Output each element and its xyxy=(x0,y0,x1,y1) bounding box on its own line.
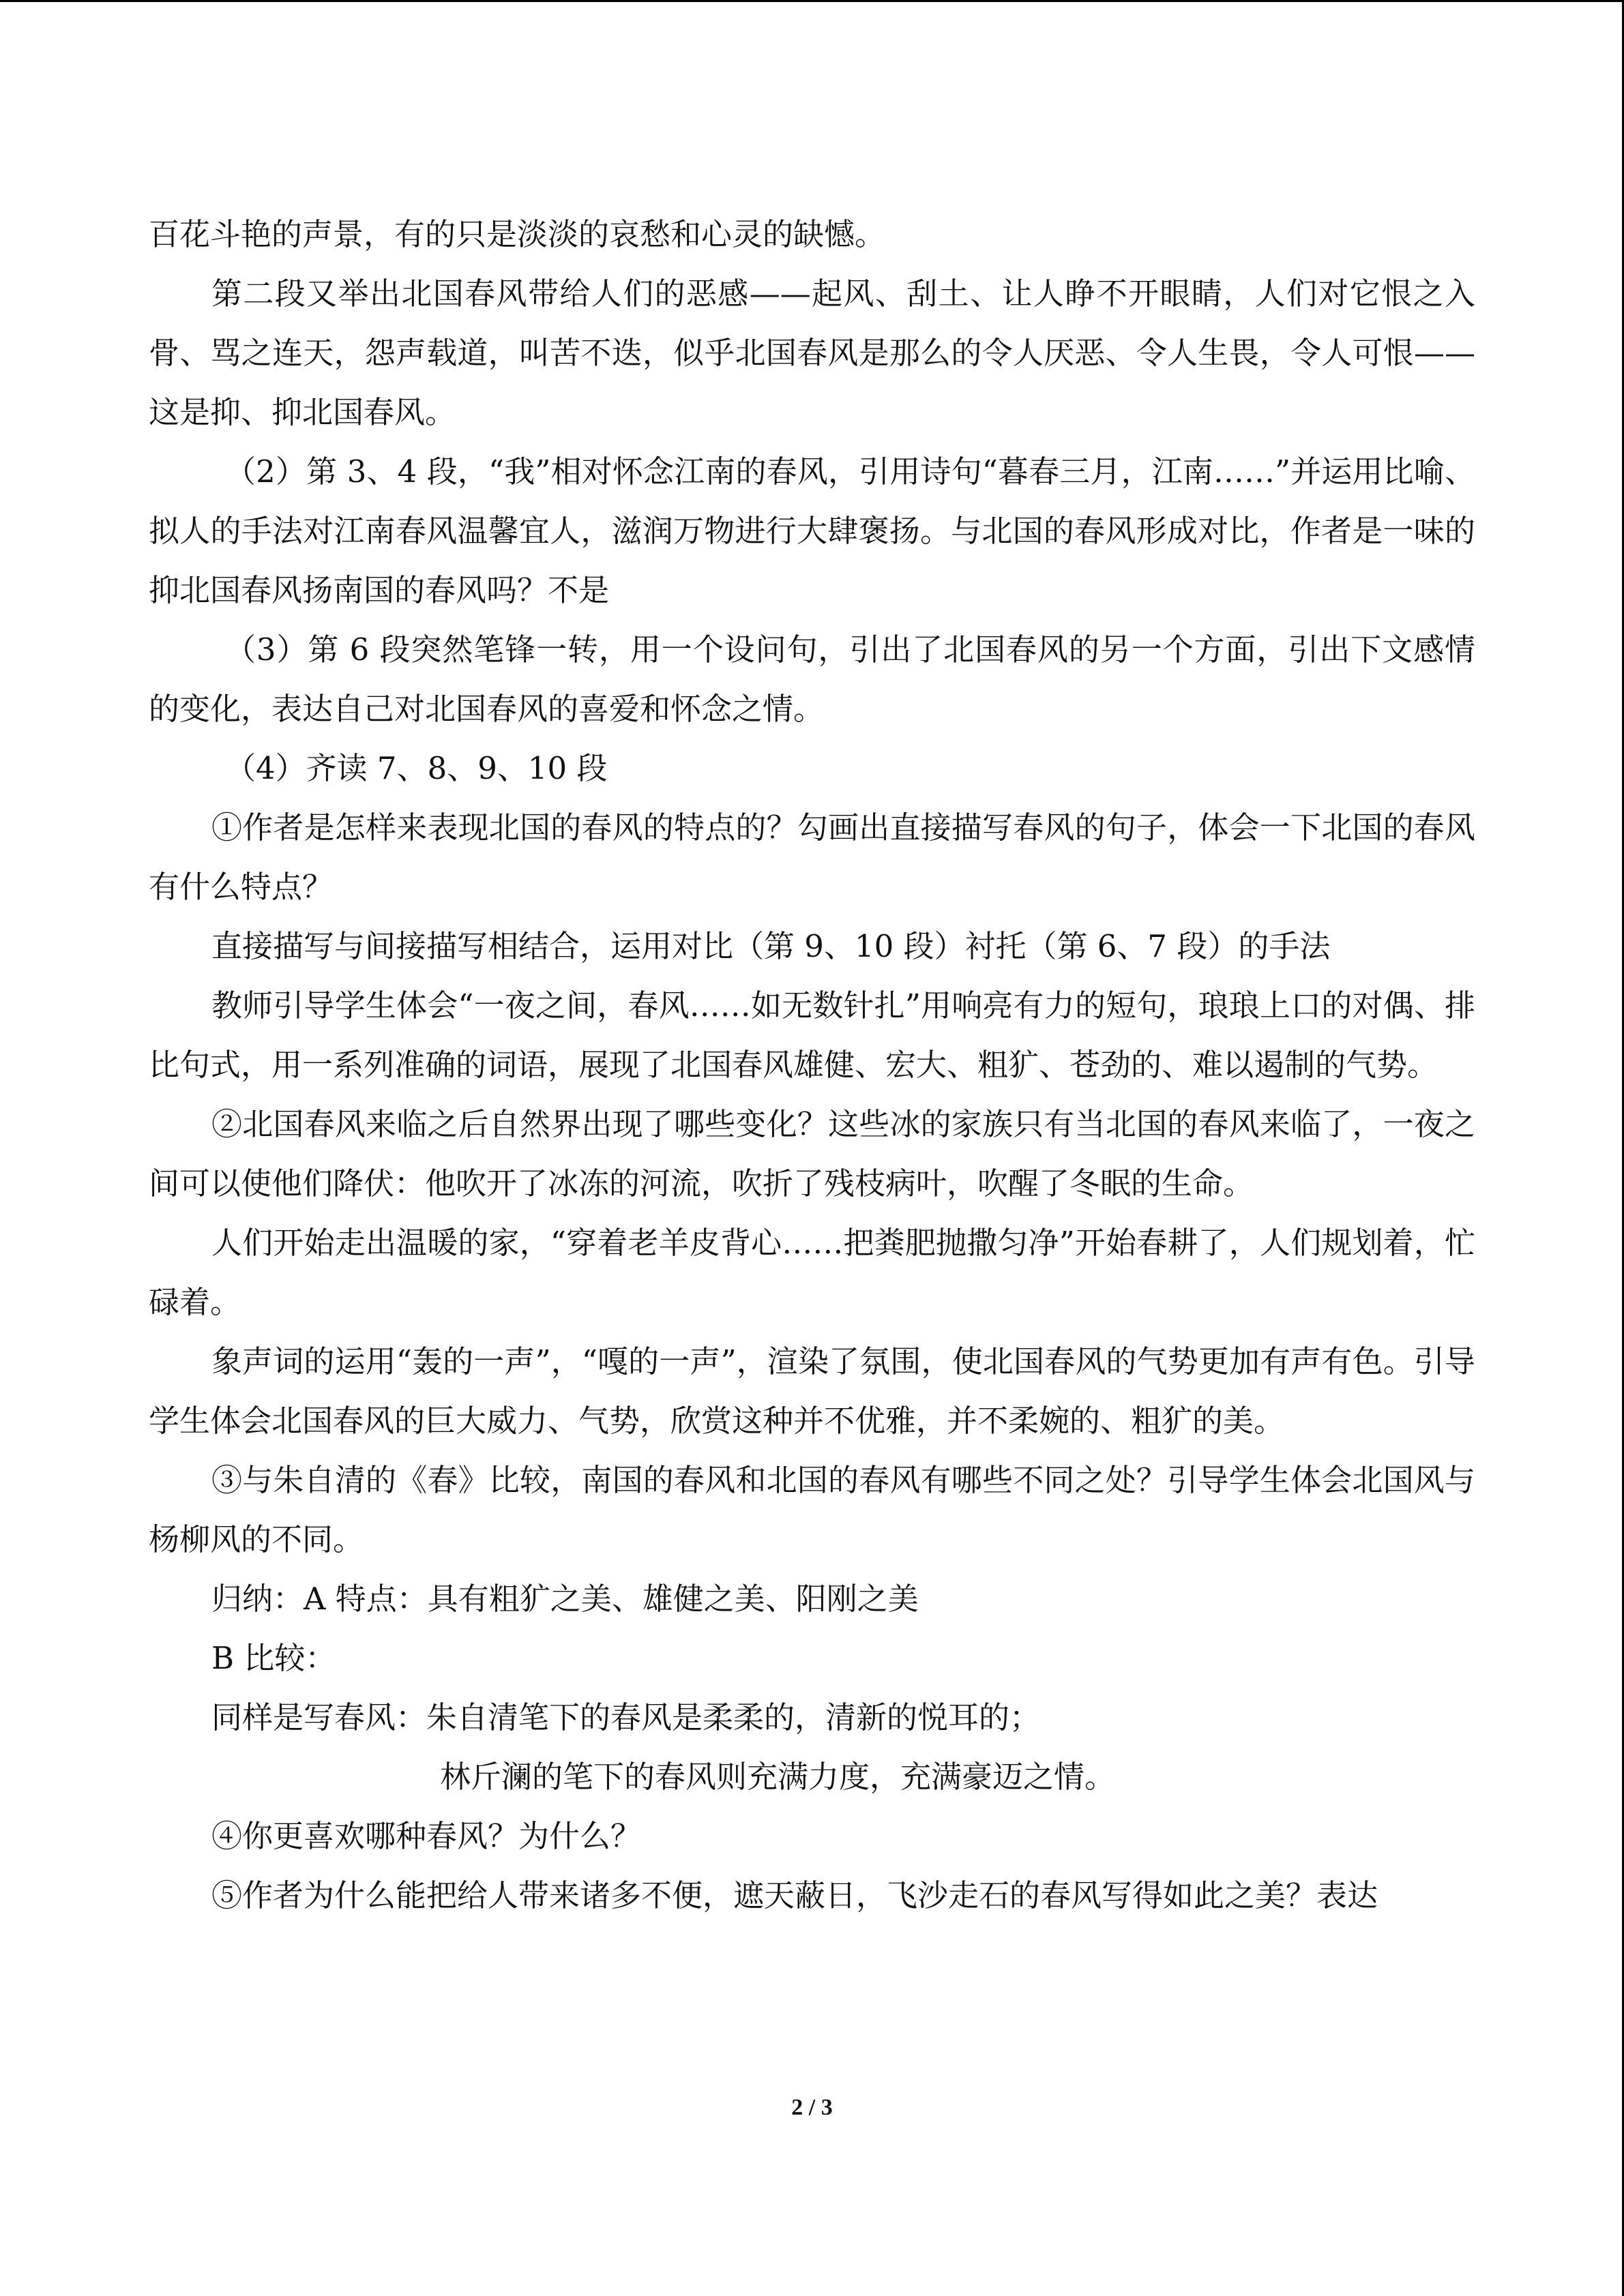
question-1: ①作者是怎样来表现北国的春风的特点的？勾画出直接描写春风的句子，体会一下北国的春风有什么特点？ xyxy=(149,809,1475,905)
question-3: ③与朱自清的《春》比较，南国的春风和北国的春风有哪些不同之处？引导学生体会北国风与杨柳风的不同。 xyxy=(149,1462,1475,1557)
paragraph-second-section: 第二段又举出北国春风带给人们的恶感——起风、刮土、让人睁不开眼睛，人们对它恨之入骨、骂之连天，怨声载道，叫苦不迭，似乎北国春风是那么的令人厌恶、令人生畏，令人可恨——这是抑、抑北国春风。 xyxy=(149,275,1475,430)
summary-a: 归纳：A 特点：具有粗犷之美、雄健之美、阳刚之美 xyxy=(211,1581,919,1617)
question-4: ④你更喜欢哪种春风？为什么？ xyxy=(211,1818,642,1854)
answer-1-guidance: 教师引导学生体会“一夜之间，春风……如无数针扎”用响亮有力的短句，琅琅上口的对偶、排比句式，用一系列准确的词语，展现了北国春风雄健、宏大、粗犷、苍劲的、难以遏制的气势。 xyxy=(149,987,1475,1083)
comparison-lin: 林斤澜的笔下的春风则充满力度，充满豪迈之情。 xyxy=(440,1759,1116,1795)
document-body xyxy=(149,205,1475,1925)
answer-2-onomatopoeia: 象声词的运用“轰的一声”，“嘎的一声”，渲染了氛围，使北国春风的气势更加有声有色。引导学生体会北国春风的巨大威力、气势，欣赏这种并不优雅，并不柔婉的、粗犷的美。 xyxy=(149,1343,1475,1439)
paragraph-continued: 百花斗艳的声景，有的只是淡淡的哀愁和心灵的缺憾。 xyxy=(149,216,886,252)
comparison-zhu: 同样是写春风：朱自清笔下的春风是柔柔的，清新的悦耳的； xyxy=(211,1699,1041,1735)
answer-2-people: 人们开始走出温暖的家，“穿着老羊皮背心……把粪肥抛撒匀净”开始春耕了，人们规划着，忙碌着。 xyxy=(149,1225,1475,1320)
page-number: 2 / 3 xyxy=(791,2095,833,2120)
answer-1-method: 直接描写与间接描写相结合，运用对比（第 9、10 段）衬托（第 6、7 段）的手法 xyxy=(211,928,1331,964)
summary-b: B 比较： xyxy=(211,1640,336,1676)
paragraph-point-3: （3）第 6 段突然笔锋一转，用一个设问句，引出了北国春风的另一个方面，引出下文感情的变化，表达自己对北国春风的喜爱和怀念之情。 xyxy=(149,631,1475,727)
paragraph-point-2: （2）第 3、4 段，“我”相对怀念江南的春风，引用诗句“暮春三月，江南……”并运用比喻、拟人的手法对江南春风温馨宜人，滋润万物进行大肆褒扬。与北国的春风形成对比，作者是一味的抑北国春风扬南国的春风吗？不是 xyxy=(149,453,1475,608)
paragraph-point-4: （4）齐读 7、8、9、10 段 xyxy=(225,750,608,786)
question-2: ②北国春风来临之后自然界出现了哪些变化？这些冰的家族只有当北国的春风来临了，一夜之间可以使他们降伏：他吹开了冰冻的河流，吹折了残枝病叶，吹醒了冬眠的生命。 xyxy=(149,1106,1475,1202)
page-border-top xyxy=(0,0,1624,2)
question-5: ⑤作者为什么能把给人带来诸多不便，遮天蔽日，飞沙走石的春风写得如此之美？表达 xyxy=(211,1877,1378,1913)
